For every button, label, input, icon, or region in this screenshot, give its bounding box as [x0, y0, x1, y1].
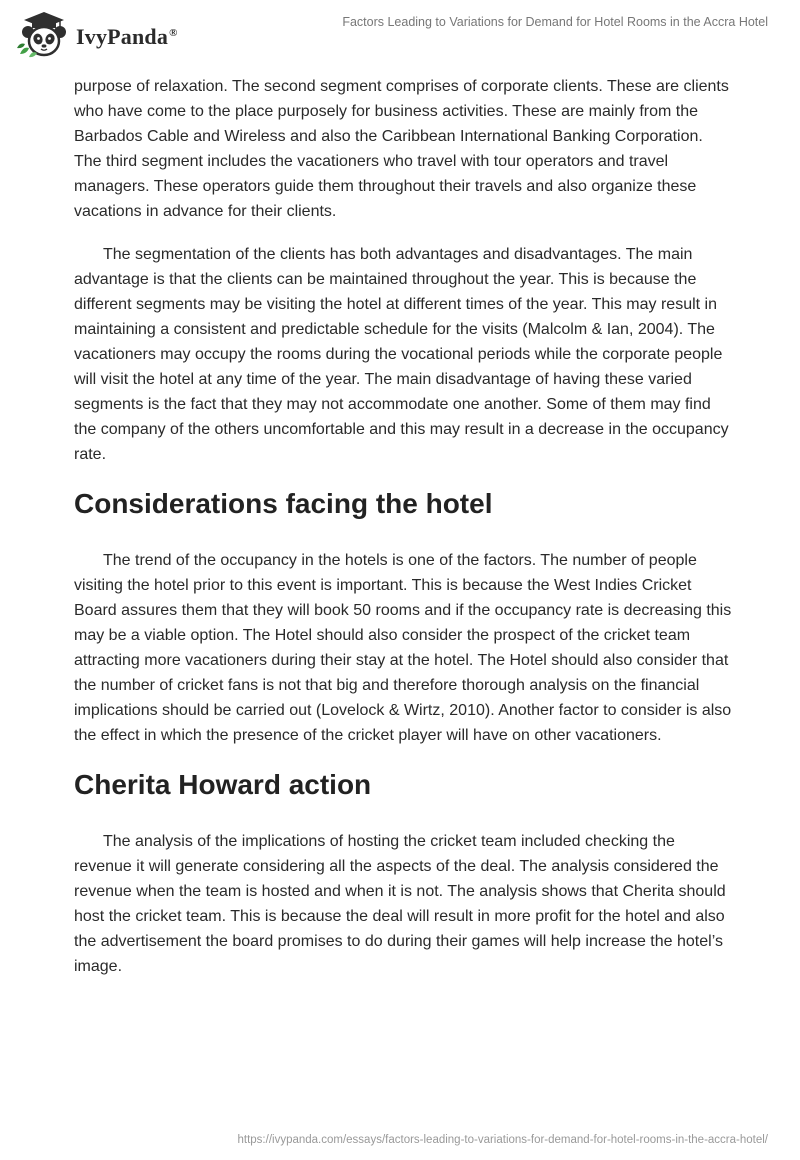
brand-name — [76, 24, 178, 50]
ivypanda-logo[interactable] — [14, 8, 178, 60]
registered-mark: ® — [169, 26, 178, 39]
document-title: Factors Leading to Variations for Demand for Hotel Rooms in the Accra Hotel — [342, 15, 768, 29]
heading-cherita-howard-action: Cherita Howard action — [74, 769, 372, 800]
brand-text: IvyPanda — [76, 24, 169, 49]
paragraph-segmentation: The segmentation of the clients has both advantages and disadvantages. The main advantage is that the clients can be maintained throughout the year. This is because the different segments may be visiting the hotel at different times of the year. This may result in maintaining a consistent and predictable schedule for the visits (Malcolm & Ian, 2004). The vacationers may occupy the rooms during the vocational periods while the corporate people will visit the hotel at any time of the year. The main disadvantage of having these varied segments is the fact that they may not accommodate one another. Some of them may find the company of the others uncomfortable and this may result in a decrease in the occupancy rate. — [74, 246, 729, 463]
paragraph-continued: purpose of relaxation. The second segment comprises of corporate clients. These are clients who have come to the place purposely for business activities. These are mainly from the Barbados Cable and Wireless and also the Caribbean International Banking Corporation. The third segment includes the vacationers who travel with tour operators and travel managers. These operators guide them throughout their travels and also organize these vacations in advance for their clients. — [74, 78, 729, 220]
essay-content — [74, 74, 734, 997]
paragraph-considerations: The trend of the occupancy in the hotels is one of the factors. The number of people visiting the hotel prior to this event is important. This is because the West Indies Cricket Board assures them that they will book 50 rooms and if the occupancy rate is decreasing this may be a viable option. The Hotel should also consider the prospect of the cricket team attracting more vacationers during their stay at the hotel. The Hotel should also consider that the number of cricket fans is not that big and therefore thorough analysis on the financial implications should be carried out (Lovelock & Wirtz, 2010). Another factor to consider is also the effect in which the presence of the cricket player will have on other vacationers. — [74, 552, 732, 744]
page-header — [0, 0, 800, 62]
paragraph-cherita-howard-action: The analysis of the implications of hosting the cricket team included checking the revenue it will generate considering all the aspects of the deal. The analysis considered the revenue when the team is hosted and when it is not. The analysis shows that Cherita should host the cricket team. This is because the deal will result in more profit for the hotel and also the advertisement the board promises to do during their games will help increase the hotel’s image. — [74, 833, 726, 975]
source-url-link[interactable]: https://ivypanda.com/essays/factors-leading-to-variations-for-demand-for-hotel-rooms-in-the-accra-hotel/ — [237, 1134, 768, 1146]
panda-graduate-logo-icon — [14, 8, 70, 60]
heading-considerations: Considerations facing the hotel — [74, 488, 493, 519]
